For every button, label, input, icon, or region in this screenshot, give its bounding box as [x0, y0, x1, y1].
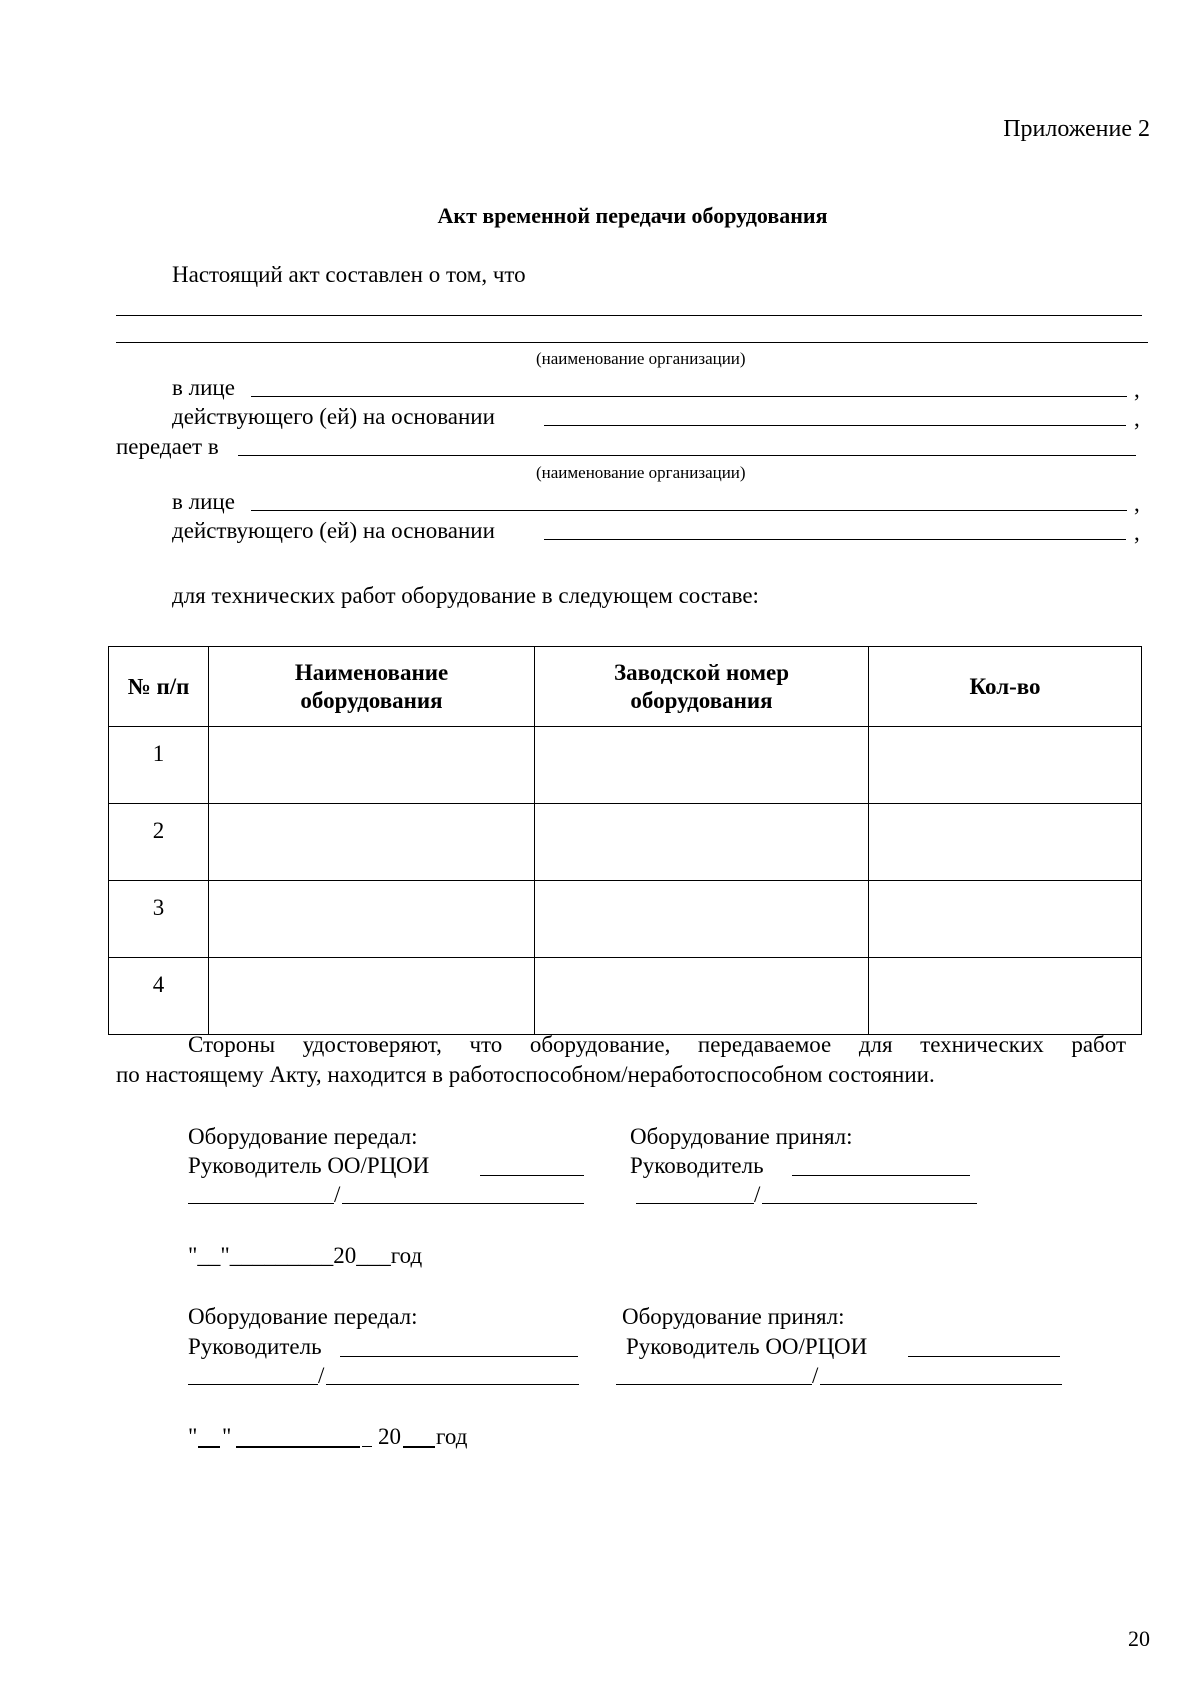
sig2-date-day-line	[198, 1446, 220, 1448]
sig2-right-role: Руководитель ОО/РЦОИ	[626, 1334, 868, 1359]
sig2-right-sign-line	[616, 1384, 812, 1385]
cell-name[interactable]	[209, 804, 535, 881]
transfers-to-label: передает в	[116, 434, 219, 459]
header-num	[109, 647, 209, 727]
sig1-left-name-line	[342, 1203, 584, 1204]
fill-line-org-1b	[116, 342, 1148, 343]
sig2-left-name-line	[326, 1384, 579, 1385]
sig1-left-role-line	[480, 1175, 584, 1176]
header-serial	[535, 647, 869, 727]
header-name-line2: оборудования	[300, 687, 443, 713]
table-row	[109, 881, 1142, 958]
sig1-left-sign-line	[188, 1203, 334, 1204]
row-number: 4	[109, 958, 209, 1035]
header-serial-line1: Заводской номер	[613, 659, 789, 685]
row-number: 3	[109, 881, 209, 958]
cell-serial[interactable]	[535, 804, 869, 881]
sig2-date-quote-close: "	[222, 1424, 232, 1449]
acting-basis-label-2: действующего (ей) на основании	[172, 518, 495, 543]
sig2-right-title: Оборудование принял:	[622, 1304, 845, 1329]
comma-1: ,	[1134, 377, 1140, 402]
sig2-date-quote-open: "	[188, 1424, 198, 1449]
sig1-left-role: Руководитель ОО/РЦОИ	[188, 1153, 430, 1178]
header-name-line1: Наименование	[294, 659, 449, 685]
cell-name[interactable]	[209, 727, 535, 804]
header-qty-label: Кол-во	[969, 673, 1041, 699]
header-serial-line2: оборудования	[630, 687, 773, 713]
header-name	[209, 647, 535, 727]
cell-serial[interactable]	[535, 727, 869, 804]
sig1-right-name-line	[762, 1203, 977, 1204]
sig1-right-role-line	[792, 1175, 970, 1176]
intro-opening: Настоящий акт составлен о том, что	[172, 262, 526, 287]
row-number: 2	[109, 804, 209, 881]
sig2-date-month-line	[236, 1446, 360, 1448]
statement-line-2: по настоящему Акту, находится в работоспособном/неработоспособном состоянии.	[116, 1062, 935, 1087]
sig2-date-year-line	[403, 1446, 435, 1448]
page-number: 20	[1128, 1626, 1150, 1651]
comma-4: ,	[1134, 520, 1140, 545]
cell-qty[interactable]	[869, 881, 1142, 958]
fill-line-basis-1	[544, 425, 1126, 426]
header-num-label: № п/п	[127, 673, 190, 699]
cell-qty[interactable]	[869, 727, 1142, 804]
cell-name[interactable]	[209, 881, 535, 958]
sig1-left-title: Оборудование передал:	[188, 1124, 418, 1149]
cell-qty[interactable]	[869, 958, 1142, 1035]
table-row	[109, 727, 1142, 804]
header-qty	[869, 647, 1142, 727]
document-title: Акт временной передачи оборудования	[437, 203, 828, 228]
in-person-label-1: в лице	[172, 375, 235, 400]
sig2-right-slash: /	[812, 1363, 819, 1388]
sig2-left-role-line	[340, 1356, 578, 1357]
table-row	[109, 804, 1142, 881]
cell-qty[interactable]	[869, 804, 1142, 881]
sig2-left-slash: /	[318, 1363, 325, 1388]
org-caption-1: (наименование организации)	[536, 349, 746, 368]
row-number: 1	[109, 727, 209, 804]
cell-serial[interactable]	[535, 881, 869, 958]
fill-line-basis-2	[544, 539, 1126, 540]
acting-basis-label-1: действующего (ей) на основании	[172, 404, 495, 429]
table-row	[109, 958, 1142, 1035]
sig1-right-slash: /	[754, 1182, 761, 1207]
in-person-label-2: в лице	[172, 489, 235, 514]
fill-line-org-2	[238, 455, 1136, 456]
comma-2: ,	[1134, 406, 1140, 431]
sig1-left-slash: /	[334, 1182, 341, 1207]
sig2-right-role-line	[908, 1356, 1060, 1357]
sig2-date-year-prefix: 20	[378, 1424, 401, 1449]
appendix-label: Приложение 2	[1003, 116, 1150, 142]
sig1-right-role: Руководитель	[630, 1153, 764, 1178]
sig1-right-sign-line	[636, 1203, 754, 1204]
cell-name[interactable]	[209, 958, 535, 1035]
sig2-date-suffix: год	[436, 1424, 468, 1449]
sig1-date: "__"_________20___год	[188, 1243, 423, 1268]
table-header-row	[109, 647, 1142, 727]
cell-serial[interactable]	[535, 958, 869, 1035]
statement-line-1: Стороны удостоверяют, что оборудование, передаваемое для технических работ	[188, 1032, 1126, 1057]
fill-line-org-1a	[116, 315, 1142, 316]
fill-line-person-2	[251, 510, 1127, 511]
sig2-left-sign-line	[188, 1384, 318, 1385]
sig2-right-name-line	[820, 1384, 1062, 1385]
comma-3: ,	[1134, 491, 1140, 516]
purpose-text: для технических работ оборудование в следующем составе:	[172, 583, 759, 608]
sig1-right-title: Оборудование принял:	[630, 1124, 853, 1149]
sig2-left-role: Руководитель	[188, 1334, 322, 1359]
equipment-table	[108, 646, 1142, 1035]
sig2-left-title: Оборудование передал:	[188, 1304, 418, 1329]
sig2-date-gap-line	[362, 1446, 372, 1447]
org-caption-2: (наименование организации)	[536, 463, 746, 482]
fill-line-person-1	[251, 396, 1127, 397]
